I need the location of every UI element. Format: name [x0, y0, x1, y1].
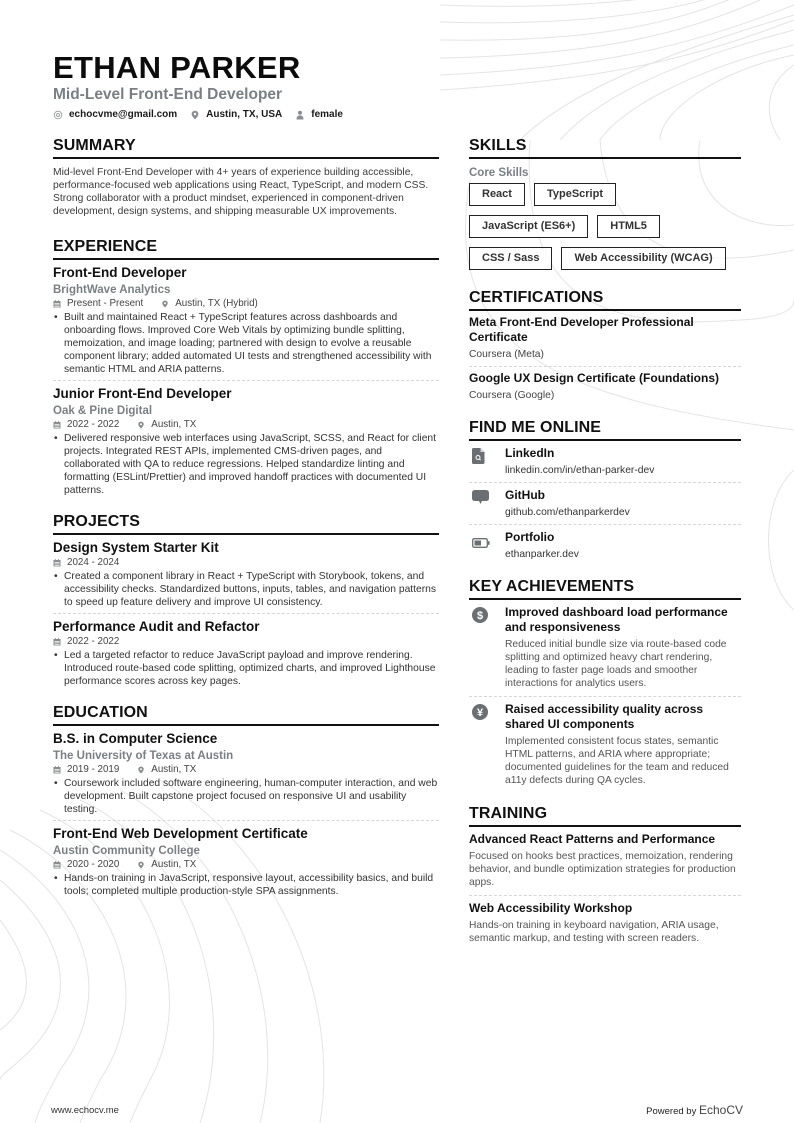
resume-header	[53, 50, 356, 120]
summary-heading: SUMMARY	[53, 137, 439, 159]
education-bullet: • Hands-on training in JavaScript, responsive layout, accessibility basics, and build tools; completed multiple production-style SPA assignments.	[54, 873, 434, 897]
battery-icon	[472, 538, 490, 548]
online-section	[469, 419, 741, 566]
achievements-heading: KEY ACHIEVEMENTS	[469, 578, 741, 600]
person-icon	[295, 110, 305, 120]
achievement-desc: Implemented consistent focus states, semantic HTML patterns, and ARIA where appropriate; documented guidelines for the team and reduced a11y defects during QA cycles.	[505, 736, 729, 786]
location-pin-icon	[190, 110, 200, 120]
education-location: Austin, TX	[137, 764, 196, 776]
education-meta	[53, 859, 439, 871]
certifications-heading: CERTIFICATIONS	[469, 289, 741, 311]
calendar-icon	[53, 766, 61, 774]
location-text: Austin, TX, USA	[206, 109, 283, 120]
experience-entry	[53, 260, 439, 381]
education-location: Austin, TX	[137, 859, 196, 871]
location-pin-icon	[137, 421, 145, 429]
job-bullet: • Delivered responsive web interfaces using JavaScript, SCSS, and React for client projects. Integrated REST APIs, implemented CMS-driven pages, and collaborated with QA to reduce regressions. Helped standardize linting and formatting (ESLint/Prettier) and improved handoff practices with documented UI patterns.	[54, 433, 437, 496]
online-link-linkedin[interactable]	[469, 441, 741, 483]
project-title: Design System Starter Kit	[53, 540, 219, 555]
certification-entry	[469, 311, 741, 367]
certification-issuer: Coursera (Meta)	[469, 349, 544, 360]
online-link-github[interactable]	[469, 483, 741, 525]
job-location: Austin, TX	[137, 419, 196, 431]
online-heading: FIND ME ONLINE	[469, 419, 741, 441]
skill-tag: React	[469, 183, 525, 206]
job-title: Front-End Developer	[53, 265, 187, 280]
company-name: BrightWave Analytics	[53, 284, 171, 296]
project-dates: 2022 - 2022	[53, 636, 119, 648]
certification-title: Meta Front-End Developer Professional Certificate	[469, 315, 694, 344]
powered-by-label: Powered by	[646, 1106, 697, 1117]
school-name: The University of Texas at Austin	[53, 750, 234, 762]
degree-title: Front-End Web Development Certificate	[53, 826, 308, 841]
job-dates: Present - Present	[53, 298, 143, 310]
skill-tags	[469, 183, 741, 279]
projects-section	[53, 513, 439, 692]
achievement-title: Raised accessibility quality across shared UI components	[505, 702, 704, 731]
education-dates: 2019 - 2019	[53, 764, 119, 776]
projects-heading: PROJECTS	[53, 513, 439, 535]
skills-group-label: Core Skills	[469, 167, 529, 179]
brand-name: EchoCV	[698, 1103, 743, 1117]
achievement-desc: Reduced initial bundle size via route-based code splitting and optimized heavy chart rendering, leading to faster page loads and smoother interactions for analytics users.	[505, 639, 727, 689]
location-pin-icon	[137, 766, 145, 774]
svg-text:¥: ¥	[476, 707, 484, 719]
degree-title: B.S. in Computer Science	[53, 731, 218, 746]
right-column	[469, 137, 741, 963]
link-title: LinkedIn	[505, 446, 555, 460]
skill-tag: TypeScript	[534, 183, 616, 206]
location-pin-icon	[137, 861, 145, 869]
job-title: Junior Front-End Developer	[53, 386, 232, 401]
left-column	[53, 137, 439, 914]
achievement-entry	[469, 697, 741, 793]
skills-section	[469, 137, 741, 279]
training-heading: TRAINING	[469, 805, 741, 827]
email-text: echocvme@gmail.com	[69, 109, 178, 120]
summary-section	[53, 137, 439, 218]
experience-heading: EXPERIENCE	[53, 238, 439, 260]
at-icon	[53, 110, 63, 120]
training-desc: Hands-on training in keyboard navigation, ARIA usage, semantic markup, and testing with screen readers.	[469, 920, 719, 944]
candidate-name: ETHAN PARKER	[53, 50, 301, 85]
calendar-icon	[53, 638, 61, 646]
calendar-icon	[53, 861, 61, 869]
achievements-section	[469, 578, 741, 793]
training-title: Advanced React Patterns and Performance	[469, 832, 716, 846]
certification-issuer: Coursera (Google)	[469, 390, 555, 401]
footer-powered-by[interactable]	[646, 1103, 743, 1117]
candidate-title: Mid-Level Front-End Developer	[53, 86, 283, 103]
experience-section	[53, 238, 439, 501]
achievement-entry	[469, 600, 741, 697]
link-url[interactable]: linkedin.com/in/ethan-parker-dev	[505, 465, 655, 476]
link-title: Portfolio	[505, 530, 555, 544]
yen-coin-icon	[472, 704, 488, 720]
project-meta	[53, 557, 439, 569]
job-bullet: • Built and maintained React + TypeScript features across dashboards and onboarding flows. Improved Core Web Vitals by optimizing bundle splitting, memoization, and image loading; partnered with design to evolve a reusable component library; added automated UI tests and strengthened accessibility with semantic HTML and ARIA patterns.	[54, 312, 432, 375]
certification-title: Google UX Design Certificate (Foundations)	[469, 371, 720, 385]
job-meta	[53, 298, 439, 310]
education-entry	[53, 821, 439, 902]
company-name: Oak & Pine Digital	[53, 405, 153, 417]
link-url[interactable]: ethanparker.dev	[505, 549, 579, 560]
summary-text: Mid-level Front-End Developer with 4+ years of experience building accessible, performance-focused web applications using React, TypeScript, and modern CSS. Strong collaborator with a product mindset, experienced in component-driven development, design systems, and shipping measurable UX improvements.	[53, 167, 429, 217]
training-section	[469, 805, 741, 951]
gender-text: female	[311, 109, 343, 120]
education-section	[53, 704, 439, 902]
speech-bubble-icon	[472, 490, 489, 505]
svg-text:$: $	[476, 610, 484, 622]
certifications-section	[469, 289, 741, 407]
dollar-coin-icon	[472, 607, 488, 623]
job-dates: 2022 - 2022	[53, 419, 119, 431]
calendar-icon	[53, 421, 61, 429]
education-entry	[53, 726, 439, 821]
training-title: Web Accessibility Workshop	[469, 901, 633, 915]
project-bullet: • Created a component library in React + TypeScript with Storybook, tokens, and accessibility checks. Standardized buttons, inputs, tables, and navigation patterns to speed up feature delivery and improve UI consistency.	[54, 571, 437, 608]
calendar-icon	[53, 559, 61, 567]
education-heading: EDUCATION	[53, 704, 439, 726]
online-link-portfolio[interactable]	[469, 525, 741, 566]
project-bullet: • Led a targeted refactor to reduce JavaScript payload and improve rendering. Introduced route-based code splitting, optimized charts, and improved Lighthouse performance scores across key pages.	[54, 650, 436, 687]
calendar-icon	[53, 300, 61, 308]
contact-email[interactable]	[53, 109, 177, 120]
skill-tag: Web Accessibility (WCAG)	[561, 247, 725, 270]
education-dates: 2020 - 2020	[53, 859, 119, 871]
achievement-title: Improved dashboard load performance and responsiveness	[505, 605, 728, 634]
training-entry	[469, 896, 741, 951]
project-dates: 2024 - 2024	[53, 557, 119, 569]
certification-entry	[469, 367, 741, 407]
contact-info	[53, 109, 356, 120]
project-title: Performance Audit and Refactor	[53, 619, 260, 634]
link-url[interactable]: github.com/ethanparkerdev	[505, 507, 630, 518]
training-desc: Focused on hooks best practices, memoization, rendering behavior, and bundle optimization strategies for production apps.	[469, 851, 736, 888]
skill-tag: JavaScript (ES6+)	[469, 215, 588, 238]
project-meta	[53, 636, 439, 648]
education-bullet: • Coursework included software engineering, human-computer interaction, and web development. Built capstone project focused on responsive UI and usability testing.	[54, 778, 438, 815]
experience-entry	[53, 381, 439, 501]
contact-gender	[295, 109, 343, 120]
footer-website[interactable]: www.echocv.me	[51, 1105, 119, 1116]
contact-location	[190, 109, 282, 120]
skill-tag: HTML5	[597, 215, 660, 238]
document-search-icon	[472, 448, 485, 464]
school-name: Austin Community College	[53, 845, 200, 857]
project-entry	[53, 535, 439, 614]
skill-tag: CSS / Sass	[469, 247, 552, 270]
link-title: GitHub	[505, 488, 545, 502]
job-meta	[53, 419, 439, 431]
project-entry	[53, 614, 439, 692]
location-pin-icon	[161, 300, 169, 308]
education-meta	[53, 764, 439, 776]
skills-heading: SKILLS	[469, 137, 741, 159]
job-location: Austin, TX (Hybrid)	[161, 298, 258, 310]
training-entry	[469, 827, 741, 896]
